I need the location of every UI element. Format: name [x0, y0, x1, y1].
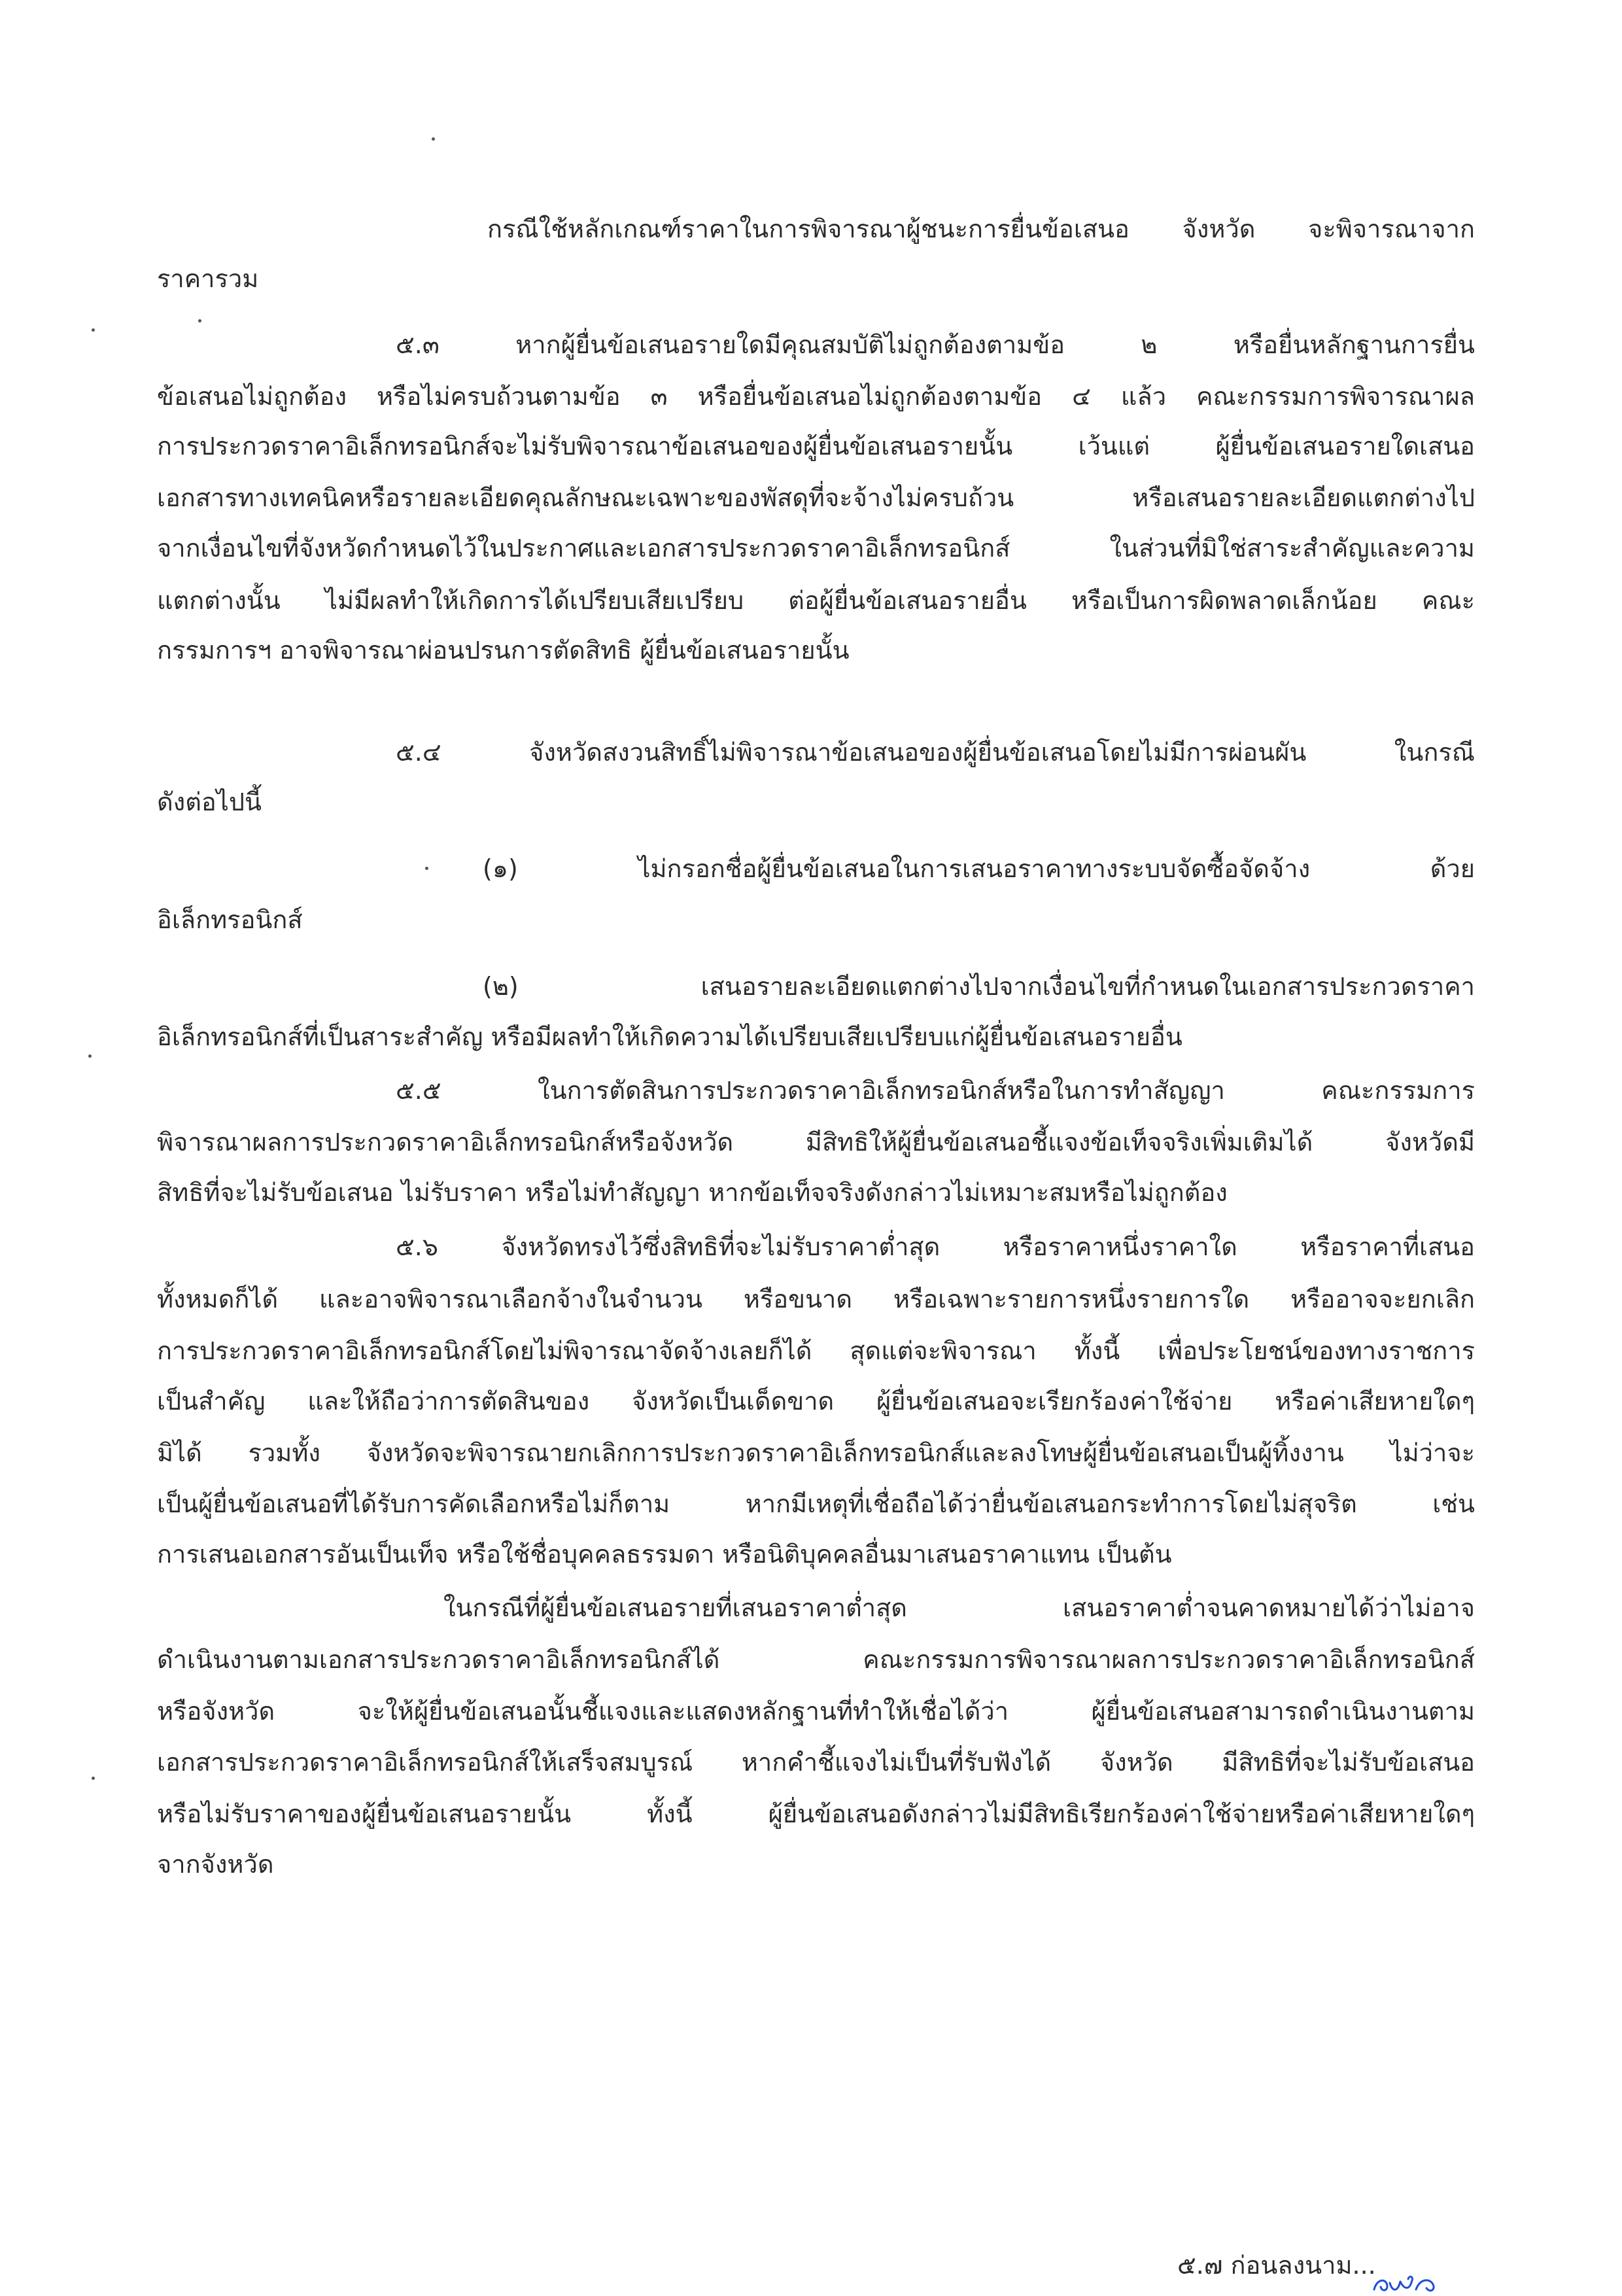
- paragraph-line: สิทธิที่จะไม่รับข้อเสนอ ไม่รับราคา หรือไม่ทำสัญญา หากข้อเท็จจริงดังกล่าวไม่เหมาะสมหรือไม่ถูกต้อง: [157, 1178, 1228, 1207]
- scan-speck: [92, 328, 95, 332]
- paragraph-line: เอกสารประกวดราคาอิเล็กทรอนิกส์ให้เสร็จสมบูรณ์ หากคำชี้แจงไม่เป็นที่รับฟังได้ จังหวัด มีสิทธิที่จะไม่รับข้อเสนอ: [157, 1748, 1475, 1777]
- paragraph-line: การประกวดราคาอิเล็กทรอนิกส์โดยไม่พิจารณาจัดจ้างเลยก็ได้ สุดแต่จะพิจารณา ทั้งนี้ เพื่อประโยชน์ของทางราชการ: [157, 1336, 1475, 1365]
- item-number: (๒): [483, 972, 519, 1001]
- paragraph-line: แตกต่างนั้น ไม่มีผลทำให้เกิดการได้เปรียบเสียเปรียบ ต่อผู้ยื่นข้อเสนอรายอื่น หรือเป็นการผิดพลาดเล็กน้อย คณะ: [157, 586, 1475, 615]
- clause-number: ๕.๓: [396, 330, 440, 359]
- paragraph-low-bid: ในกรณีที่ผู้ยื่นข้อเสนอรายที่เสนอราคาต่ำสุด เสนอราคาต่ำจนคาดหมายได้ว่าไม่อาจ: [443, 1593, 1475, 1622]
- scan-speck: [198, 319, 201, 322]
- scan-speck: [425, 867, 428, 870]
- paragraph-line: ดำเนินงานตามเอกสารประกวดราคาอิเล็กทรอนิกส์ได้ คณะกรรมการพิจารณาผลการประกวดราคาอิเล็กทรอนิกส์: [157, 1645, 1475, 1674]
- paragraph-line: การประกวดราคาอิเล็กทรอนิกส์จะไม่รับพิจารณาข้อเสนอของผู้ยื่นข้อเสนอรายนั้น เว้นแต่ ผู้ยื่นข้อเสนอรายใดเสนอ: [157, 432, 1475, 461]
- paragraph-line: จากเงื่อนไขที่จังหวัดกำหนดไว้ในประกาศและเอกสารประกวดราคาอิเล็กทรอนิกส์ ในส่วนที่มิใช่สาระสำคัญและความ: [157, 534, 1475, 563]
- clause-number: ๕.๖: [396, 1232, 438, 1261]
- sub-item-2: (๒) เสนอรายละเอียดแตกต่างไปจากเงื่อนไขที่กำหนดในเอกสารประกวดราคา: [483, 968, 1475, 1005]
- paragraph-line: หรือจังหวัด จะให้ผู้ยื่นข้อเสนอนั้นชี้แจงและแสดงหลักฐานที่ทำให้เชื่อได้ว่า ผู้ยื่นข้อเสนอสามารถดำเนินงานตาม: [157, 1697, 1475, 1726]
- paragraph-line: จากจังหวัด: [157, 1850, 274, 1879]
- paragraph-line: อิเล็กทรอนิกส์ที่เป็นสาระสำคัญ หรือมีผลทำให้เกิดความได้เปรียบเสียเปรียบแก่ผู้ยื่นข้อเสนอรายอื่น: [157, 1022, 1182, 1051]
- sub-item-1: (๑) ไม่กรอกชื่อผู้ยื่นข้อเสนอในการเสนอราคาทางระบบจัดซื้อจัดจ้าง ด้วย: [483, 850, 1475, 887]
- scan-speck: [92, 1777, 95, 1780]
- paragraph-line: อิเล็กทรอนิกส์: [157, 905, 303, 934]
- continued-footer: ๕.๗ ก่อนลงนาม...: [1177, 2251, 1376, 2280]
- paragraph-line: เอกสารทางเทคนิคหรือรายละเอียดคุณลักษณะเฉพาะของพัสดุที่จะจ้างไม่ครบถ้วน หรือเสนอรายละเอียดแตกต่างไป: [157, 483, 1475, 512]
- paragraph-line: เป็นผู้ยื่นข้อเสนอที่ได้รับการคัดเลือกหรือไม่ก็ตาม หากมีเหตุที่เชื่อถือได้ว่ายื่นข้อเสนอกระทำการโดยไม่สุจริต เช่น: [157, 1489, 1475, 1518]
- paragraph-line: ทั้งหมดก็ได้ และอาจพิจารณาเลือกจ้างในจำนวน หรือขนาด หรือเฉพาะรายการหนึ่งรายการใด หรืออาจจะยกเลิก: [157, 1285, 1475, 1313]
- clause-5-3: ๕.๓ หากผู้ยื่นข้อเสนอรายใดมีคุณสมบัติไม่ถูกต้องตามข้อ ๒ หรือยื่นหลักฐานการยื่น: [396, 326, 1475, 363]
- item-number: (๑): [483, 854, 518, 883]
- paragraph-line: หรือไม่รับราคาของผู้ยื่นข้อเสนอรายนั้น ทั้งนี้ ผู้ยื่นข้อเสนอดังกล่าวไม่มีสิทธิเรียกร้องค่าใช้จ่ายหรือค่าเสียหายใดๆ: [157, 1800, 1475, 1828]
- clause-5-4: ๕.๔ จังหวัดสงวนสิทธิ์ไม่พิจารณาข้อเสนอของผู้ยื่นข้อเสนอโดยไม่มีการผ่อนผัน ในกรณี: [396, 734, 1475, 771]
- paragraph-line: การเสนอเอกสารอันเป็นเท็จ หรือใช้ชื่อบุคคลธรรมดา หรือนิติบุคคลอื่นมาเสนอราคาแทน เป็นต้น: [157, 1540, 1172, 1569]
- scan-speck: [432, 137, 435, 141]
- paragraph-line: ราคารวม: [157, 264, 259, 293]
- scan-speck: [88, 1054, 92, 1058]
- paragraph-line: กรณีใช้หลักเกณฑ์ราคาในการพิจารณาผู้ชนะการยื่นข้อเสนอ จังหวัด จะพิจารณาจาก: [487, 215, 1475, 243]
- paragraph-line: ดังต่อไปนี้: [157, 788, 262, 816]
- clause-5-6: ๕.๖ จังหวัดทรงไว้ซึ่งสิทธิที่จะไม่รับราคาต่ำสุด หรือราคาหนึ่งราคาใด หรือราคาที่เสนอ: [396, 1228, 1475, 1265]
- paragraph-line: ข้อเสนอไม่ถูกต้อง หรือไม่ครบถ้วนตามข้อ ๓ หรือยื่นข้อเสนอไม่ถูกต้องตามข้อ ๔ แล้ว คณะกรรมการพิจารณาผล: [157, 382, 1475, 411]
- paragraph-line: พิจารณาผลการประกวดราคาอิเล็กทรอนิกส์หรือจังหวัด มีสิทธิให้ผู้ยื่นข้อเสนอชี้แจงข้อเท็จจริงเพิ่มเติมได้ จังหวัดมี: [157, 1128, 1475, 1157]
- handwritten-initials-icon: [1370, 2270, 1442, 2296]
- paragraph-line: มิได้ รวมทั้ง จังหวัดจะพิจารณายกเลิกการประกวดราคาอิเล็กทรอนิกส์และลงโทษผู้ยื่นข้อเสนอเป็นผู้ทิ้งงาน ไม่ว่าจะ: [157, 1438, 1475, 1467]
- paragraph-line: กรรมการฯ อาจพิจารณาผ่อนปรนการตัดสิทธิ ผู้ยื่นข้อเสนอรายนั้น: [157, 636, 850, 665]
- paragraph-line: เป็นสำคัญ และให้ถือว่าการตัดสินของ จังหวัดเป็นเด็ดขาด ผู้ยื่นข้อเสนอจะเรียกร้องค่าใช้จ่าย หรือค่าเสียหายใดๆ: [157, 1387, 1475, 1416]
- clause-number: ๕.๔: [396, 738, 441, 767]
- clause-5-5: ๕.๕ ในการตัดสินการประกวดราคาอิเล็กทรอนิกส์หรือในการทำสัญญา คณะกรรมการ: [396, 1072, 1475, 1109]
- clause-number: ๕.๕: [396, 1076, 441, 1105]
